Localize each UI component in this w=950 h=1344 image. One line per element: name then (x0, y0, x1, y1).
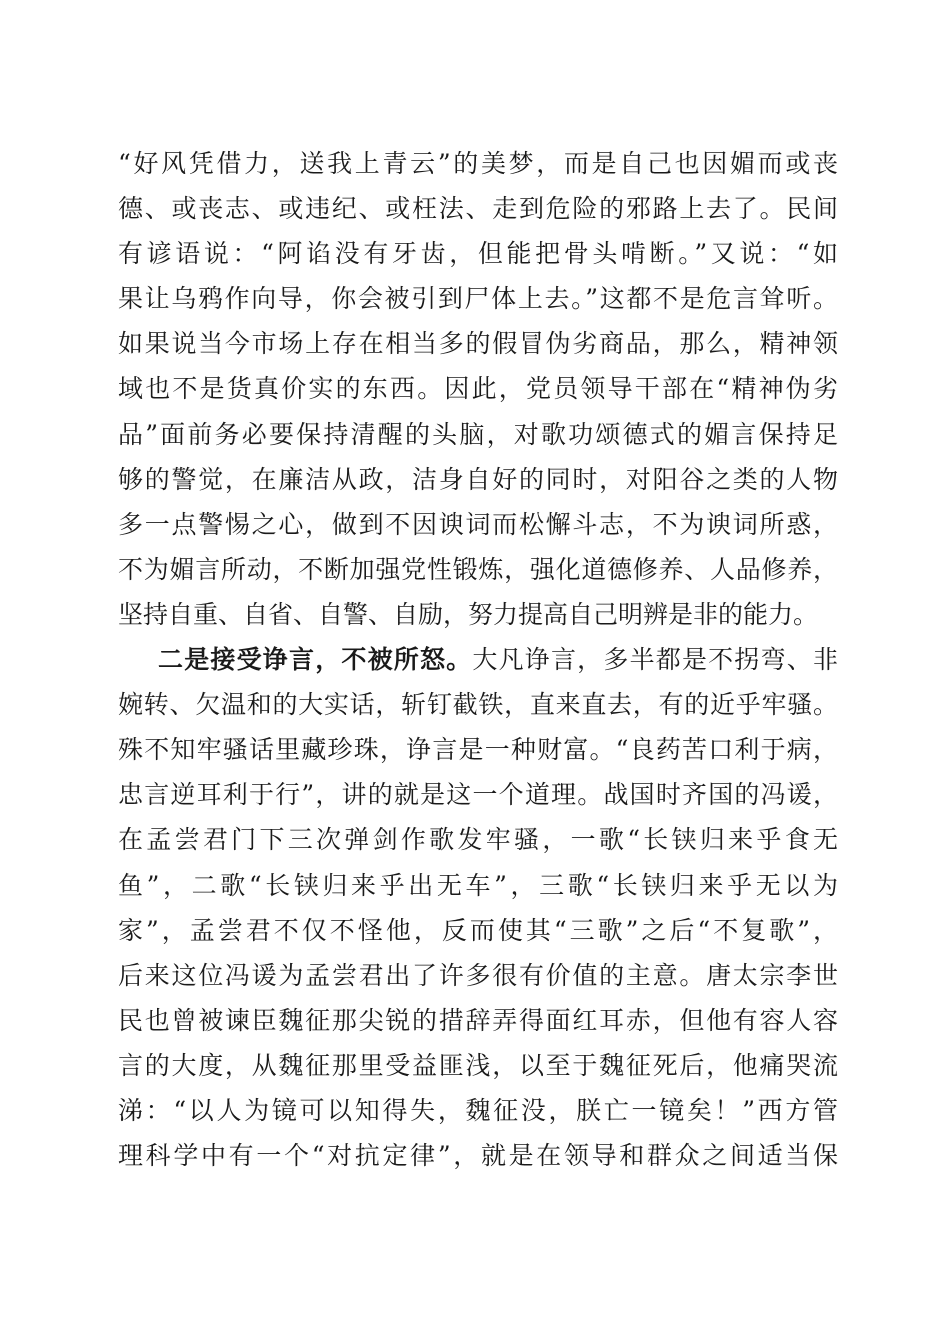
text-line: 域也不是货真价实的东西。因此，党员领导干部在“精神伪劣 (118, 374, 838, 404)
text-line: 家”，孟尝君不仅不怪他，反而使其“三歌”之后“不复歌”， (118, 915, 838, 945)
text-line: 婉转、欠温和的大实话，斩钉截铁，直来直去，有的近乎牢骚。 (118, 690, 838, 720)
document-body (118, 141, 838, 1178)
paragraph-first-line (118, 637, 838, 682)
text-line: 如果说当今市场上存在相当多的假冒伪劣商品，那么，精神领 (118, 329, 838, 359)
text-line: 在孟尝君门下三次弹剑作歌发牢骚，一歌“长铗归来乎食无 (118, 825, 838, 855)
text-line: 有谚语说：“阿谄没有牙齿，但能把骨头啃断。”又说：“如 (118, 239, 838, 269)
text-line: 品”面前务必要保持清醒的头脑，对歌功颂德式的媚言保持足 (118, 419, 838, 449)
text-line: 民也曾被谏臣魏征那尖锐的措辞弄得面红耳赤，但他有容人容 (118, 1005, 838, 1035)
text-line: 后来这位冯谖为孟尝君出了许多很有价值的主意。唐太宗李世 (118, 960, 838, 990)
text-line: 坚持自重、自省、自警、自励，努力提高自己明辨是非的能力。 (118, 599, 819, 629)
text-line: 殊不知牢骚话里藏珍珠，诤言是一种财富。“良药苦口利于病， (118, 735, 838, 765)
text-line: 多一点警惕之心，做到不因谀词而松懈斗志，不为谀词所惑， (118, 509, 838, 539)
text-line: 够的警觉，在廉洁从政，洁身自好的同时，对阳谷之类的人物 (118, 464, 838, 494)
paragraph-heading: 二是接受诤言，不被所怒。 (158, 645, 473, 675)
paragraph-first-line-text: 大凡诤言，多半都是不拐弯、非 (472, 645, 838, 675)
text-line: 涕：“以人为镜可以知得失，魏征没，朕亡一镜矣！”西方管 (118, 1095, 838, 1125)
text-line: “好风凭借力，送我上青云”的美梦，而是自己也因媚而或丧 (118, 149, 838, 178)
text-line: 忠言逆耳利于行”，讲的就是这一个道理。战国时齐国的冯谖， (118, 780, 838, 810)
text-line: 德、或丧志、或违纪、或枉法、走到危险的邪路上去了。民间 (118, 194, 838, 224)
text-line: 果让乌鸦作向导，你会被引到尸体上去。”这都不是危言耸听。 (118, 284, 838, 314)
text-line: 不为媚言所动，不断加强党性锻炼，强化道德修养、人品修养， (118, 554, 838, 584)
text-line: 理科学中有一个“对抗定律”，就是在领导和群众之间适当保 (118, 1141, 838, 1171)
text-line: 鱼”，二歌“长铗归来乎出无车”，三歌“长铗归来乎无以为 (118, 870, 838, 900)
text-line: 言的大度，从魏征那里受益匪浅，以至于魏征死后，他痛哭流 (118, 1050, 838, 1080)
